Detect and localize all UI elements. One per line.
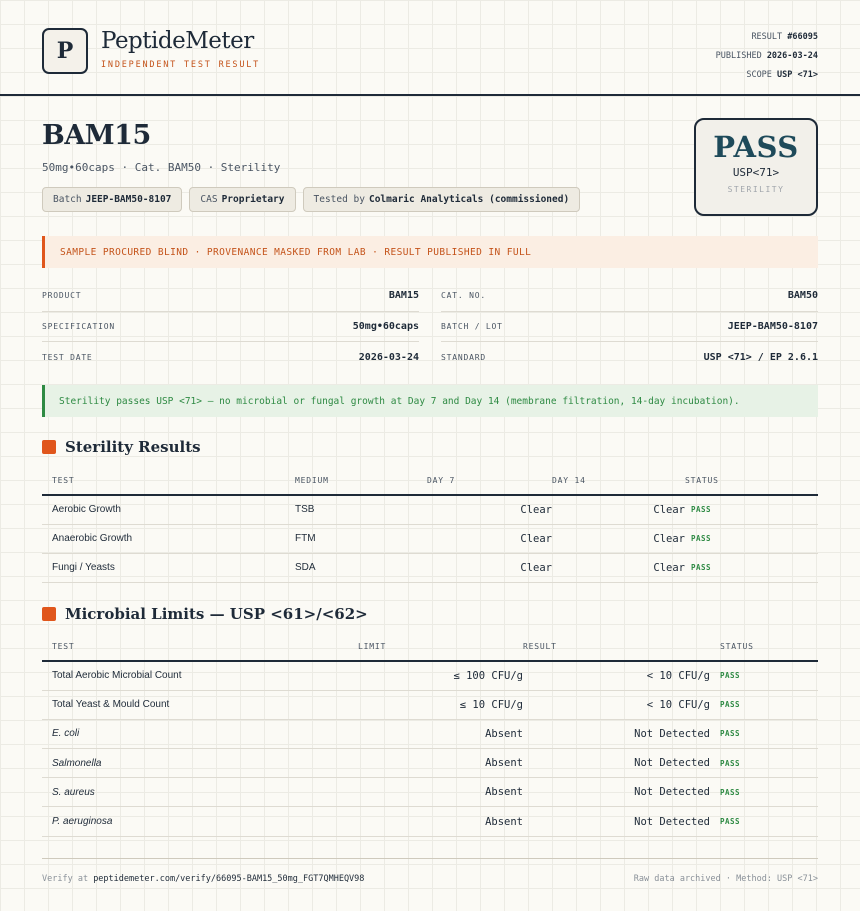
footer-method: Raw data archived · Method: USP <71>: [633, 873, 818, 884]
verify-link[interactable]: peptidemeter.com/verify/66095-BAM15_50mg_FGT7QMHEQV98: [93, 873, 365, 884]
published-date: PUBLISHED 2026-03-24: [715, 51, 818, 61]
spec-value: JEEP-BAM50-8107: [727, 320, 818, 332]
table-header-row: [42, 633, 818, 661]
status-badge: PASS: [720, 817, 741, 827]
table-row: Anaerobic Growth FTM Clear Clear PASS: [42, 524, 818, 553]
verdict-standard: USP<71>: [732, 166, 780, 179]
spec-left: [42, 281, 419, 373]
result-scope: SCOPE USP <71>: [746, 70, 818, 80]
status-badge: PASS: [720, 787, 741, 797]
brand-tagline: INDEPENDENT TEST RESULT: [101, 60, 261, 70]
tested-by-chip: Tested by Colmaric Analyticals (commissioned): [303, 187, 581, 212]
verdict-badge: [694, 118, 818, 216]
spec-row: [42, 312, 419, 343]
table-header-row: [42, 467, 818, 495]
column-header: TEST: [42, 633, 348, 661]
report-header: [0, 0, 860, 96]
status-badge: PASS: [720, 671, 741, 681]
spec-value: BAM50: [787, 290, 818, 302]
sterility-section-title: Sterility Results: [42, 438, 201, 456]
section-marker-icon: [42, 607, 56, 621]
table-row: E. coli Absent Not Detected PASS: [42, 719, 818, 748]
microbial-section-title: Microbial Limits — USP <61>/<62>: [42, 605, 368, 623]
spec-right: [441, 281, 818, 373]
spec-label: SPECIFICATION: [42, 321, 116, 331]
product-title: BAM15: [42, 120, 151, 151]
status-badge: PASS: [691, 534, 712, 544]
brand-name: PeptideMeter: [101, 28, 254, 54]
status-badge: PASS: [691, 563, 712, 573]
report-footer: [42, 858, 818, 898]
table-row: Total Yeast & Mould Count ≤ 10 CFU/g < 10 CFU/g PASS: [42, 690, 818, 719]
batch-chip: Batch JEEP-BAM50-8107: [42, 187, 182, 212]
column-header: DAY 7: [427, 467, 552, 495]
column-header: STATUS: [685, 467, 818, 495]
verify-line: Verify at peptidemeter.com/verify/66095-BAM15_50mg_FGT7QMHEQV98: [42, 873, 365, 884]
spec-value: 2026-03-24: [358, 351, 419, 363]
brand-logo: P: [42, 28, 88, 74]
column-header: MEDIUM: [295, 467, 427, 495]
cas-chip: CAS Proprietary: [189, 187, 295, 212]
status-badge: PASS: [691, 505, 712, 515]
spec-row: [42, 281, 419, 312]
column-header: DAY 14: [552, 467, 685, 495]
spec-value: USP <71> / EP 2.6.1: [703, 351, 818, 363]
sterility-table: [42, 467, 818, 583]
verdict-scope: STERILITY: [727, 185, 785, 194]
spec-label: CAT. NO.: [441, 291, 486, 301]
column-header: TEST: [42, 467, 295, 495]
spec-value: 50mg•60caps: [352, 320, 419, 332]
table-row: S. aureus Absent Not Detected PASS: [42, 778, 818, 807]
status-badge: PASS: [720, 729, 741, 739]
column-header: STATUS: [710, 633, 818, 661]
conclusion-banner: Sterility passes USP <71> — no microbial or fungal growth at Day 7 and Day 14 (membrane filtration, 14-day incubation).: [42, 385, 818, 417]
table-row: Salmonella Absent Not Detected PASS: [42, 749, 818, 778]
product-subtitle: 50mg•60caps · Cat. BAM50 · Sterility: [42, 161, 281, 174]
status-badge: PASS: [720, 700, 741, 710]
status-badge: PASS: [720, 758, 741, 768]
spec-label: STANDARD: [441, 352, 486, 362]
procurement-notice: SAMPLE PROCURED BLIND · PROVENANCE MASKED FROM LAB · RESULT PUBLISHED IN FULL: [42, 236, 818, 268]
section-marker-icon: [42, 440, 56, 454]
microbial-limits-table: [42, 633, 818, 837]
spec-row: [441, 281, 818, 312]
spec-row: [42, 342, 419, 373]
table-row: Fungi / Yeasts SDA Clear Clear PASS: [42, 553, 818, 582]
table-row: Aerobic Growth TSB Clear Clear PASS: [42, 495, 818, 524]
spec-label: BATCH / LOT: [441, 321, 503, 331]
spec-row: [441, 342, 818, 373]
spec-label: PRODUCT: [42, 291, 82, 301]
column-header: RESULT: [523, 633, 710, 661]
verdict-word: PASS: [713, 130, 799, 164]
spec-value: BAM15: [388, 290, 419, 302]
column-header: LIMIT: [348, 633, 523, 661]
spec-row: [441, 312, 818, 343]
table-row: Total Aerobic Microbial Count ≤ 100 CFU/g < 10 CFU/g PASS: [42, 661, 818, 690]
spec-label: TEST DATE: [42, 352, 93, 362]
table-row: P. aeruginosa Absent Not Detected PASS: [42, 807, 818, 836]
result-number: RESULT #66095: [751, 32, 818, 42]
result-meta: [716, 28, 818, 85]
product-chips: [42, 187, 580, 212]
